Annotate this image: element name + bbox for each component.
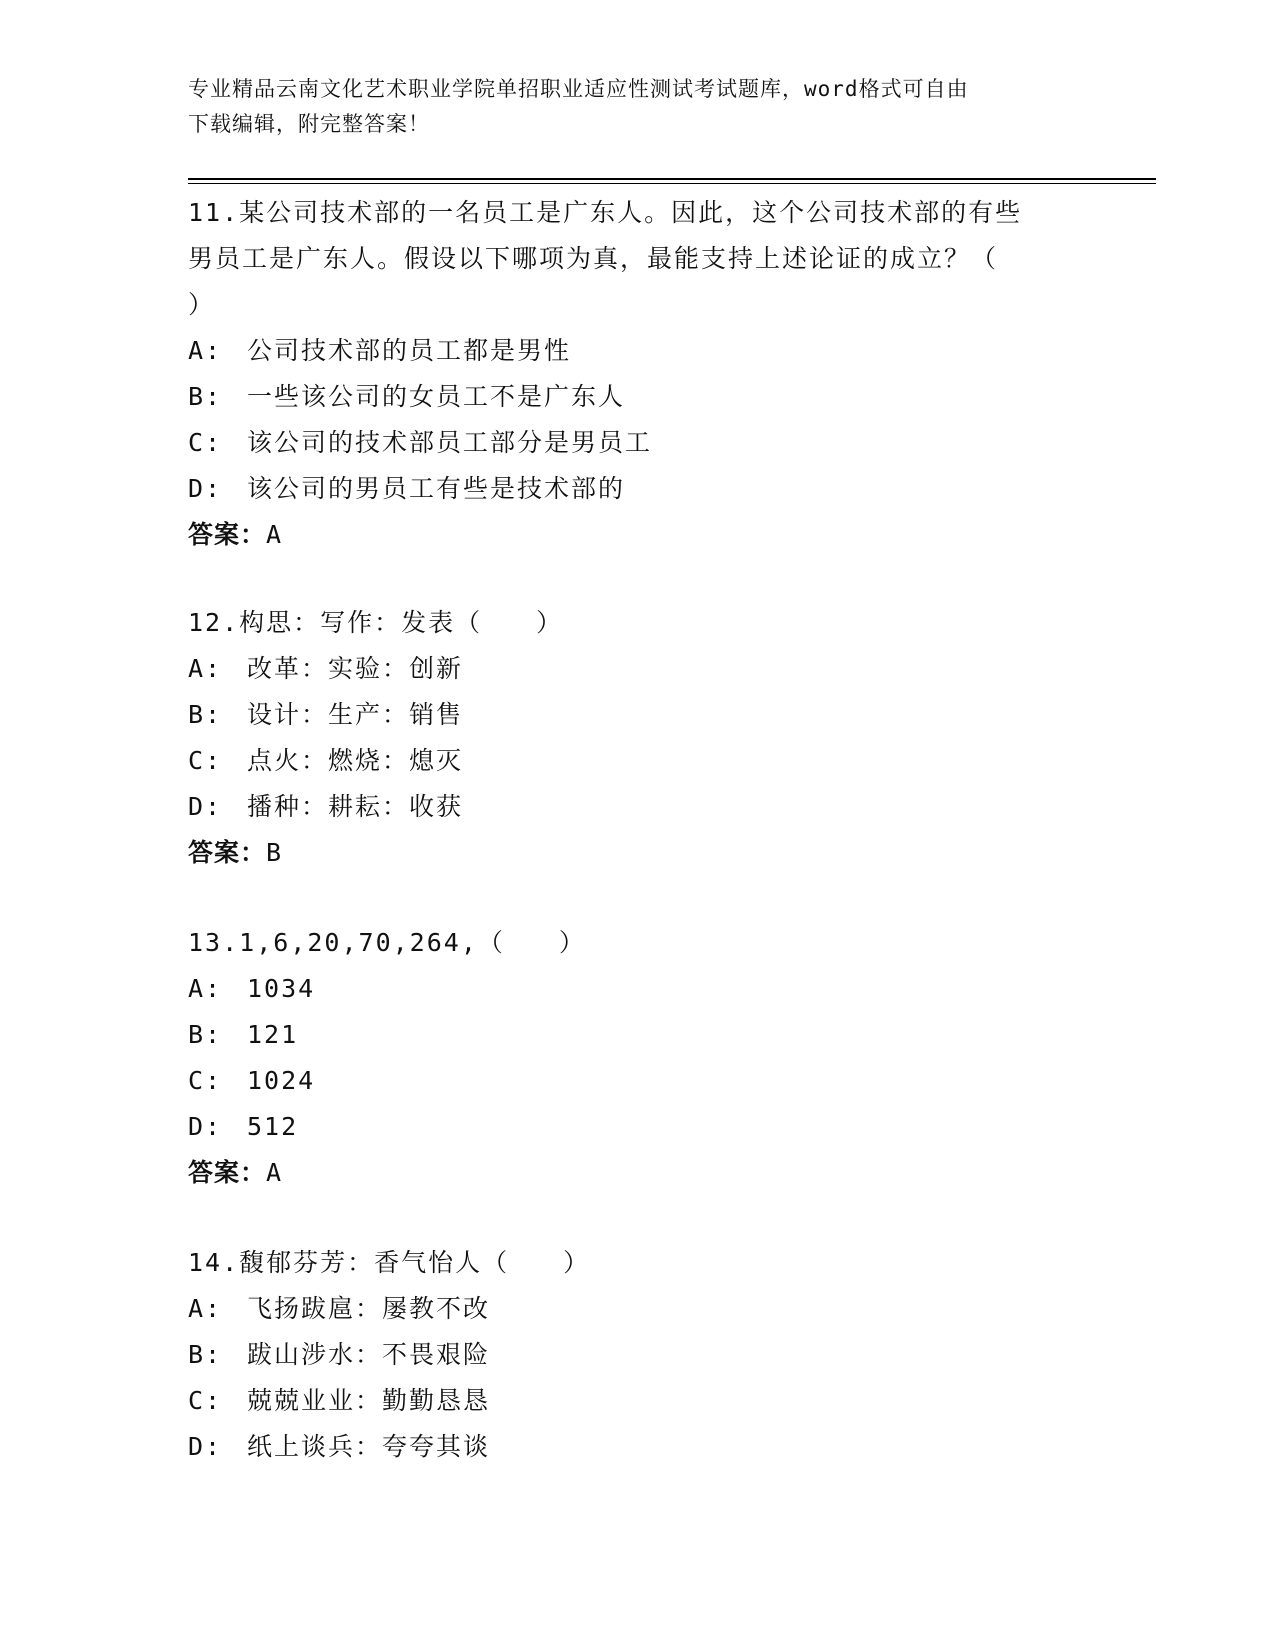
answer-label: 答案： xyxy=(188,520,267,549)
option-text: 跋山涉水：不畏艰险 xyxy=(247,1340,491,1369)
answer-line xyxy=(188,512,1088,558)
option-key: C: xyxy=(188,1386,223,1415)
option-text: 121 xyxy=(247,1020,299,1049)
option-text: 播种：耕耘：收获 xyxy=(247,792,464,821)
option-text: 一些该公司的女员工不是广东人 xyxy=(247,382,626,411)
option-d xyxy=(188,1104,1088,1150)
option-d xyxy=(188,1424,1088,1470)
option-text: 改革：实验：创新 xyxy=(247,654,464,683)
option-key: C: xyxy=(188,746,223,775)
option-key: D: xyxy=(188,1112,223,1141)
header-divider-bottom xyxy=(188,183,1156,184)
option-text: 纸上谈兵：夸夸其谈 xyxy=(247,1432,491,1461)
question-stem-line: 12.构思：写作：发表（ ） xyxy=(188,608,564,637)
option-text: 1024 xyxy=(247,1066,316,1095)
answer-value: A xyxy=(266,520,283,549)
answer-value: B xyxy=(266,838,283,867)
option-key: D: xyxy=(188,792,223,821)
question-stem-line: 14.馥郁芬芳：香气怡人（ ） xyxy=(188,1248,591,1277)
option-c xyxy=(188,420,1088,466)
option-key: B: xyxy=(188,1020,223,1049)
option-a xyxy=(188,1286,1088,1332)
answer-label: 答案： xyxy=(188,838,267,867)
option-c xyxy=(188,1058,1088,1104)
question-stem-line: 男员工是广东人。假设以下哪项为真，最能支持上述论证的成立？（ xyxy=(188,244,999,273)
option-text: 设计：生产：销售 xyxy=(247,700,464,729)
question-stem-line: 13.1,6,20,70,264,（ ） xyxy=(188,928,586,957)
option-b xyxy=(188,1012,1088,1058)
question-stem-line: 11.某公司技术部的一名员工是广东人。因此，这个公司技术部的有些 xyxy=(188,198,1023,227)
option-a xyxy=(188,966,1088,1012)
option-text: 点火：燃烧：熄灭 xyxy=(247,746,464,775)
option-a xyxy=(188,328,1088,374)
question-13 xyxy=(188,920,1088,1196)
option-text: 1034 xyxy=(247,974,316,1003)
question-stem-line: ） xyxy=(188,290,216,319)
option-text: 飞扬跋扈：屡教不改 xyxy=(247,1294,491,1323)
option-key: A: xyxy=(188,336,223,365)
option-key: C: xyxy=(188,1066,223,1095)
option-text: 该公司的男员工有些是技术部的 xyxy=(247,474,626,503)
option-c xyxy=(188,1378,1088,1424)
answer-line xyxy=(188,830,1088,876)
answer-line xyxy=(188,1150,1088,1196)
option-text: 512 xyxy=(247,1112,299,1141)
header-divider-top xyxy=(188,178,1156,180)
option-d xyxy=(188,466,1088,512)
question-12 xyxy=(188,600,1088,876)
option-text: 公司技术部的员工都是男性 xyxy=(247,336,572,365)
answer-label: 答案： xyxy=(188,1158,267,1187)
option-b xyxy=(188,1332,1088,1378)
option-c xyxy=(188,738,1088,784)
question-14 xyxy=(188,1240,1088,1470)
option-key: B: xyxy=(188,700,223,729)
answer-value: A xyxy=(266,1158,283,1187)
option-text: 兢兢业业：勤勤恳恳 xyxy=(247,1386,491,1415)
option-key: D: xyxy=(188,474,223,503)
option-text: 该公司的技术部员工部分是男员工 xyxy=(247,428,653,457)
option-key: C: xyxy=(188,428,223,457)
option-key: A: xyxy=(188,654,223,683)
option-key: A: xyxy=(188,974,223,1003)
header-line-1: 专业精品云南文化艺术职业学院单招职业适应性测试考试题库，word格式可自由 xyxy=(188,77,969,101)
document-header xyxy=(188,72,1088,142)
option-key: D: xyxy=(188,1432,223,1461)
option-key: B: xyxy=(188,1340,223,1369)
question-11 xyxy=(188,190,1088,558)
option-key: B: xyxy=(188,382,223,411)
option-d xyxy=(188,784,1088,830)
option-a xyxy=(188,646,1088,692)
header-line-2: 下载编辑，附完整答案！ xyxy=(188,112,430,136)
option-b xyxy=(188,692,1088,738)
option-b xyxy=(188,374,1088,420)
option-key: A: xyxy=(188,1294,223,1323)
